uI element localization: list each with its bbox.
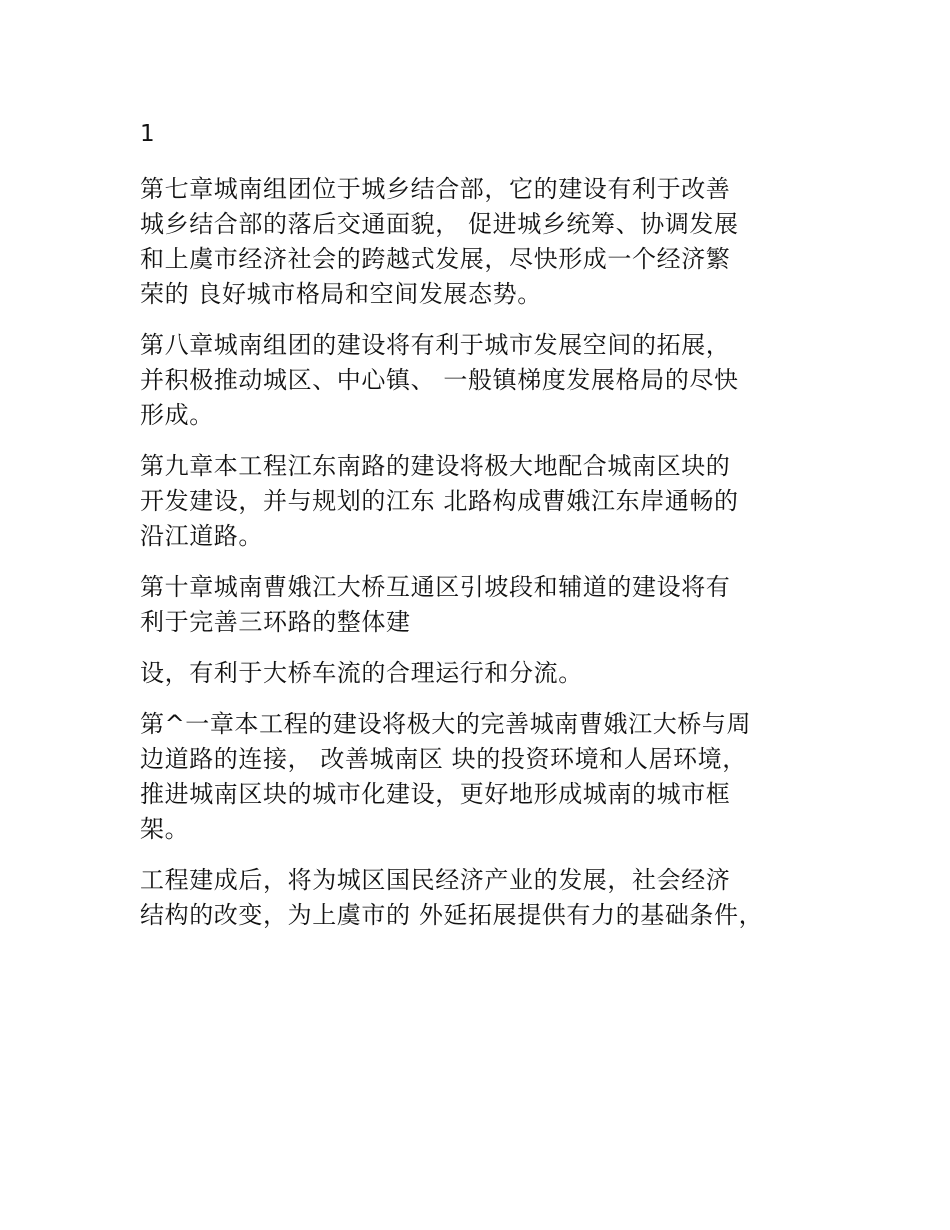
text-line: 第九章本工程江东南路的建设将极大地配合城南区块的	[140, 452, 731, 480]
text-line: 沿江道路。	[140, 522, 263, 550]
paragraph	[140, 863, 840, 933]
paragraph	[140, 449, 840, 554]
page-number: 1	[140, 121, 155, 147]
text-line: 第十章城南曹娥江大桥互通区引坡段和辅道的建设将有	[140, 573, 731, 601]
paragraph	[140, 172, 840, 312]
paragraph	[140, 656, 840, 691]
text-line: 城乡结合部的落后交通面貌， 促进城乡统筹、协调发展	[140, 210, 739, 238]
text-line: 架。	[140, 815, 190, 843]
text-line: 利于完善三环路的整体建	[140, 608, 411, 636]
text-line: 结构的改变，为上虞市的 外延拓展提供有力的基础条件，	[140, 901, 764, 929]
text-line: 设，有利于大桥车流的合理运行和分流。	[140, 659, 583, 687]
paragraph	[140, 328, 840, 433]
paragraph	[140, 707, 840, 847]
text-line: 形成。	[140, 401, 214, 429]
text-line: 工程建成后，将为城区国民经济产业的发展，社会经济	[140, 866, 731, 894]
text-line: 并积极推动城区、中心镇、 一般镇梯度发展格局的尽快	[140, 366, 739, 394]
text-line: 开发建设，并与规划的江东 北路构成曹娥江东岸通畅的	[140, 487, 739, 515]
text-line: 推进城南区块的城市化建设，更好地形成城南的城市框	[140, 780, 731, 808]
text-line: 第八章城南组团的建设将有利于城市发展空间的拓展，	[140, 331, 731, 359]
text-line: 和上虞市经济社会的跨越式发展，尽快形成一个经济繁	[140, 245, 731, 273]
text-line: 边道路的连接， 改善城南区 块的投资环境和人居环境，	[140, 745, 747, 773]
text-line: 第七章城南组团位于城乡结合部，它的建设有利于改善	[140, 175, 731, 203]
text-line: 第^一章本工程的建设将极大的完善城南曹娥江大桥与周	[140, 710, 752, 738]
text-line: 荣的 良好城市格局和空间发展态势。	[140, 280, 542, 308]
document-body	[140, 172, 840, 949]
paragraph	[140, 570, 840, 640]
